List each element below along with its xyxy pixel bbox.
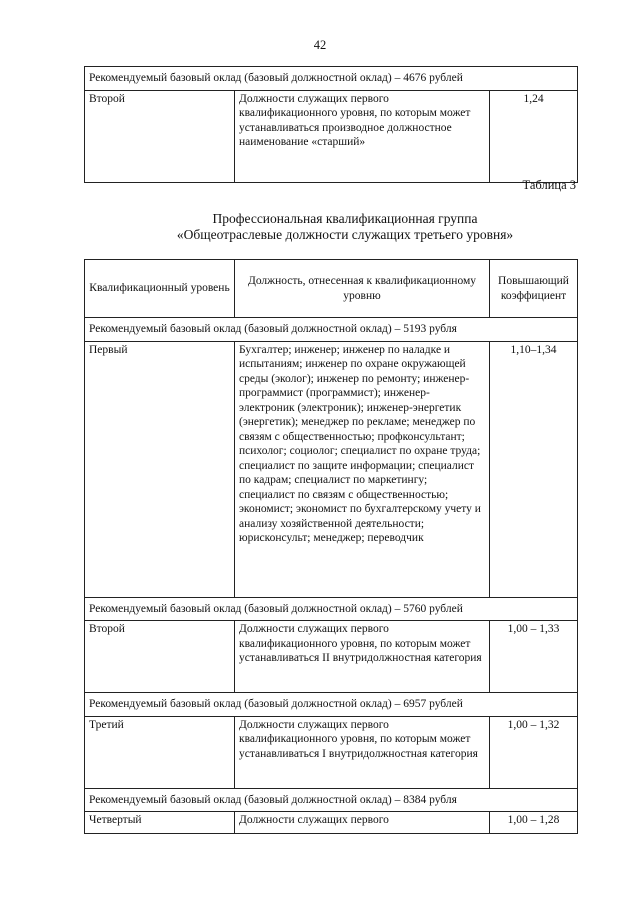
level-cell: Второй <box>85 621 235 693</box>
salary-row <box>85 67 578 91</box>
level-cell: Второй <box>85 90 235 182</box>
table-row <box>85 621 578 693</box>
table-row <box>85 341 578 597</box>
qualification-table-continued <box>84 66 578 183</box>
position-cell: Должности служащих первого квалификационного уровня, по которым может устанавливаться II внутридолжностная категория <box>235 621 490 693</box>
coefficient-cell: 1,00 – 1,33 <box>490 621 578 693</box>
salary-cell: Рекомендуемый базовый оклад (базовый должностной оклад) – 5760 рублей <box>85 597 578 621</box>
header-level: Квалификационный уровень <box>85 260 235 318</box>
salary-cell: Рекомендуемый базовый оклад (базовый должностной оклад) – 8384 рубля <box>85 788 578 812</box>
salary-row <box>85 693 578 717</box>
position-cell: Должности служащих первого <box>235 812 490 834</box>
level-cell: Четвертый <box>85 812 235 834</box>
salary-cell: Рекомендуемый базовый оклад (базовый должностной оклад) – 4676 рублей <box>85 67 578 91</box>
header-position: Должность, отнесенная к квалификационному уровню <box>235 260 490 318</box>
coefficient-cell: 1,00 – 1,28 <box>490 812 578 834</box>
header-coefficient: Повышающий коэффициент <box>490 260 578 318</box>
table-label: Таблица 3 <box>522 178 576 192</box>
salary-row <box>85 597 578 621</box>
salary-cell: Рекомендуемый базовый оклад (базовый должностной оклад) – 5193 рубля <box>85 318 578 342</box>
level-cell: Третий <box>85 716 235 788</box>
salary-row <box>85 318 578 342</box>
position-cell: Бухгалтер; инженер; инженер по наладке и испытаниям; инженер по охране окружающей среды (эколог); инженер по ремонту; инженер-программист (программист); инженер-электроник (электроник); инженер-энергетик (энергетик); менеджер по рекламе; менеджер по связям с общественностью; профконсультант; психолог; социолог; специалист по охране труда; специалист по защите информации; специалист по кадрам; специалист по маркетингу; специалист по связям с общественностью; экономист; экономист по бухгалтерскому учету и анализу хозяйственной деятельности; юрисконсульт; менеджер; переводчик <box>235 341 490 597</box>
table-title <box>0 211 640 242</box>
table-row <box>85 716 578 788</box>
level-cell: Первый <box>85 341 235 597</box>
header-row <box>85 260 578 318</box>
position-cell: Должности служащих первого квалификационного уровня, по которым может устанавливаться производное должностное наименование «старший» <box>235 90 490 182</box>
coefficient-cell: 1,00 – 1,32 <box>490 716 578 788</box>
coefficient-cell: 1,10–1,34 <box>490 341 578 597</box>
salary-row <box>85 788 578 812</box>
position-cell: Должности служащих первого квалификационного уровня, по которым может устанавливаться I внутридолжностная категория <box>235 716 490 788</box>
table-row <box>85 812 578 834</box>
table-title-line-1: Профессиональная квалификационная группа <box>212 211 478 226</box>
qualification-table <box>84 259 578 834</box>
table-title-line-2: «Общеотраслевые должности служащих третьего уровня» <box>176 226 514 242</box>
coefficient-cell: 1,24 <box>490 90 578 182</box>
page-number: 42 <box>313 38 327 52</box>
salary-cell: Рекомендуемый базовый оклад (базовый должностной оклад) – 6957 рублей <box>85 693 578 717</box>
table-row <box>85 90 578 182</box>
